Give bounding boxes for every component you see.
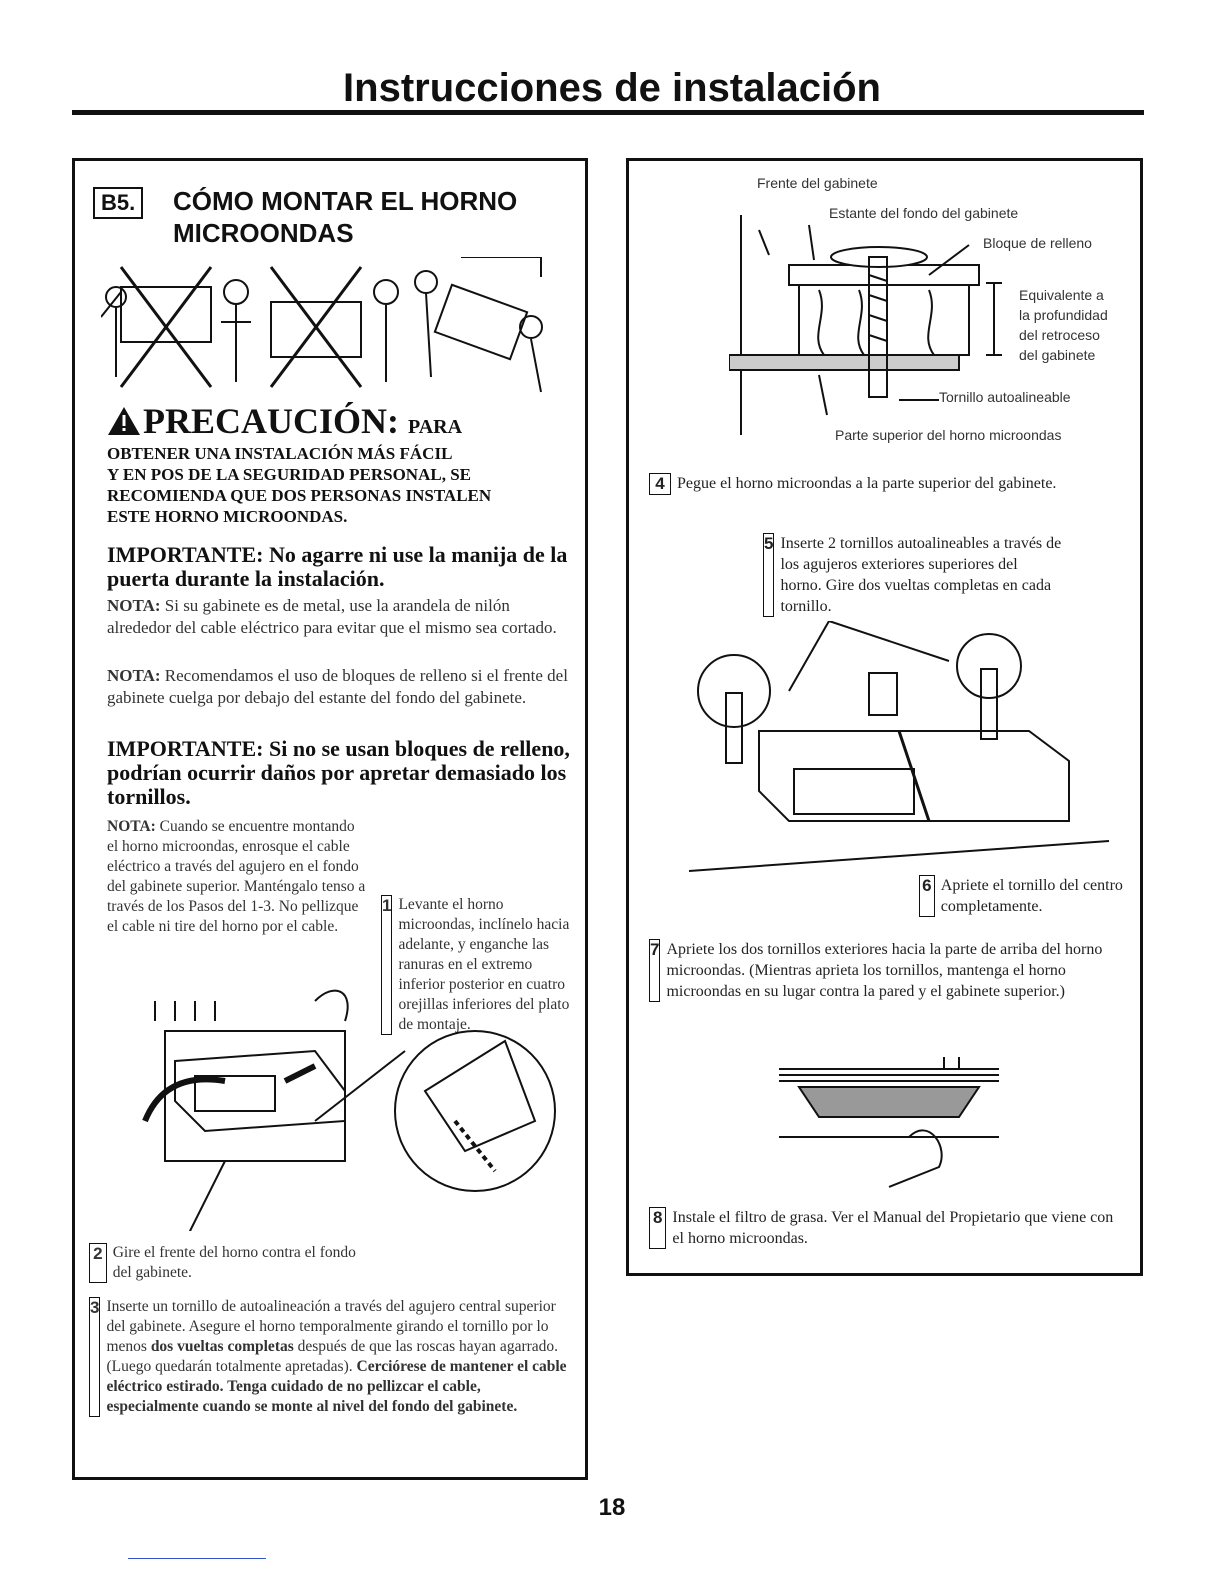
screws-illustration [689, 621, 1129, 881]
right-panel [626, 158, 1143, 1276]
label-oven-top: Parte superior del horno microondas [835, 427, 1062, 443]
step-1: 1 Levante el horno microondas, inclínelo hacia adelante, y enganche las ranuras en el extremo inferior posterior en cuatro orejillas inferiores del plato de montaje. [382, 896, 570, 1033]
note-3: NOTA: Cuando se encuentre montando el horno microondas, enrosque el cable eléctrico a través del agujero en el fondo del gabinete superior. Manténgalo tenso a través de los Pasos del 1-3. No pellizque el cable ni tire del horno por el cable. [107, 818, 366, 935]
label-cabinet-shelf: Estante del fondo del gabinete [829, 205, 1019, 221]
step-2: 2 Gire el frente del horno contra el fondo del gabinete. [89, 1243, 369, 1283]
note-1: NOTA: Si su gabinete es de metal, use la arandela de nilón alrededor del cable eléctrico para evitar que el mismo sea cortado. [107, 596, 557, 637]
step-3: 3 Inserte un tornillo de autoalineación a través del agujero central superior del gabinete. Asegure el horno temporalmente girando el tornillo por lo menos dos vueltas completas después de que las roscas hayan agarrado. (Luego quedarán totalmente apretadas). Cerciórese de mantener el cable eléctrico estirado. Tenga cuidado de no pellizcar el cable, especialmente cuando se monte al nivel del fondo del gabinete. [90, 1298, 567, 1415]
step-4: 4 Pegue el horno microondas a la parte superior del gabinete. [649, 473, 1109, 495]
mounting-illustration [115, 981, 585, 1231]
section-tag: B5. [93, 187, 143, 219]
warning-icon [107, 405, 141, 437]
left-panel [72, 158, 588, 1480]
section-title: CÓMO MONTAR EL HORNO MICROONDAS [173, 186, 518, 248]
label-filler-block: Bloque de relleno [983, 235, 1092, 251]
title-rule [72, 110, 1144, 115]
note-2: NOTA: Recomendamos el uso de bloques de relleno si el frente del gabinete cuelga por debajo del estante del fondo del gabinete. [107, 666, 568, 707]
label-screw: Tornillo autoalineable [939, 389, 1071, 405]
page-title: Instrucciones de instalación [343, 66, 881, 110]
lifting-illustration [101, 257, 561, 397]
step-6: 6 Apriete el tornillo del centro completamente. [919, 875, 1139, 917]
footer-link-line [128, 1558, 266, 1559]
filter-illustration [769, 1057, 1009, 1197]
important-2: IMPORTANTE: Si no se usan bloques de relleno, podrían ocurrir daños por apretar demasiado los tornillos. [107, 736, 570, 809]
page-number: 18 [598, 1494, 626, 1521]
caution-text: OBTENER UNA INSTALACIÓN MÁS FÁCIL Y EN POS DE LA SEGURIDAD PERSONAL, SE RECOMIENDA QUE DOS PERSONAS INSTALEN ESTE HORNO MICROONDAS. [107, 444, 492, 526]
step-7: 7 Apriete los dos tornillos exteriores hacia la parte de arriba del horno microondas. (Mientras aprieta los tornillos, mantenga el horno microondas en su lugar contra la pared y el gabinete superior.) [650, 940, 1103, 1000]
caution-heading: PRECAUCIÓN: PARA [143, 401, 463, 441]
step-5: 5 Inserte 2 tornillos autoalineables a través de los agujeros exteriores superiores del horno. Gire dos vueltas completas en cada tornillo. [764, 534, 1062, 615]
label-cabinet-front: Frente del gabinete [757, 175, 878, 191]
label-equivalent: Equivalente a la profundidad del retroceso del gabinete [1019, 287, 1108, 363]
important-1: IMPORTANTE: No agarre ni use la manija de la puerta durante la instalación. [107, 542, 568, 591]
step-8: 8 Instale el filtro de grasa. Ver el Manual del Propietario que viene con el horno microondas. [649, 1207, 1119, 1249]
